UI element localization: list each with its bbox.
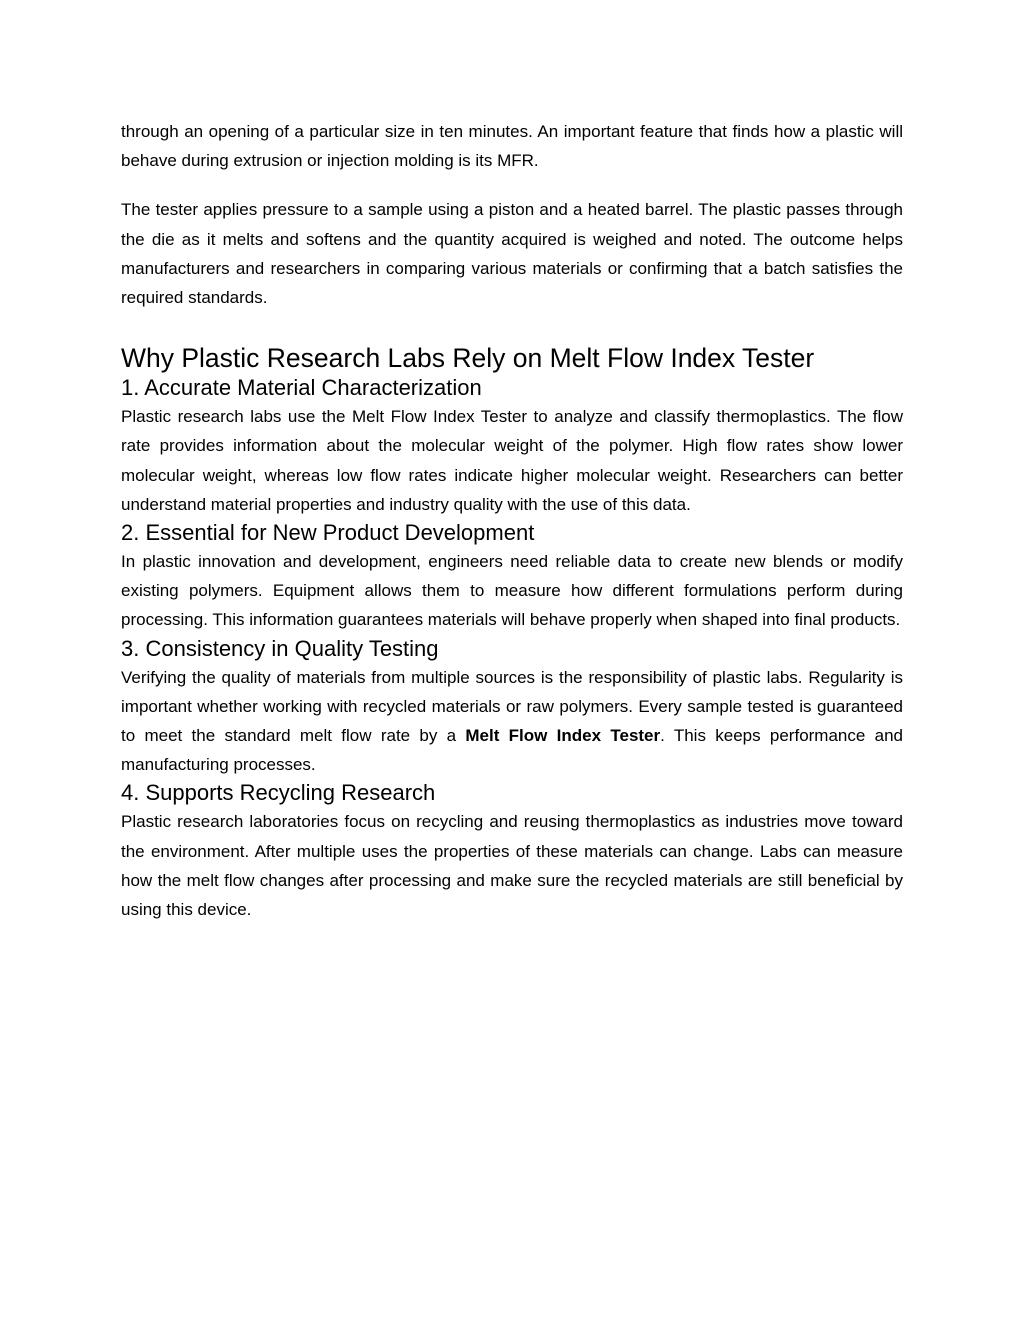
subheading-quality-testing: 3. Consistency in Quality Testing <box>121 635 439 661</box>
subheading-product-development: 2. Essential for New Product Development <box>121 520 535 546</box>
subheading-accurate-characterization: 1. Accurate Material Characterization <box>121 375 482 401</box>
section-heading: Why Plastic Research Labs Rely on Melt Flow Index Tester <box>121 343 815 374</box>
paragraph-quality-testing <box>121 663 903 780</box>
paragraph-product-development: In plastic innovation and development, engineers need reliable data to create new blends or modify existing polymers. Equipment allows them to measure how different formulations perform during processing. This information guarantees materials will behave properly when shaped into final products. <box>121 552 903 630</box>
paragraph-accurate-characterization: Plastic research labs use the Melt Flow Index Tester to analyze and classify thermoplastics. The flow rate provides information about the molecular weight of the polymer. High flow rates show lower molecular weight, whereas low flow rates indicate higher molecular weight. Researchers can better understand material properties and industry quality with the use of this data. <box>121 407 903 514</box>
quality-text-before: Verifying the quality of materials from multiple sources is the responsibility of plastic labs. Regularity is important whether working with recycled materials or raw polymers. Every sample tested is guaranteed to meet the standard melt flow rate by a <box>121 667 903 746</box>
paragraph-recycling-research: Plastic research laboratories focus on recycling and reusing thermoplastics as industries move toward the environment. After multiple uses the properties of these materials can change. Labs can measure how the melt flow changes after processing and make sure the recycled materials are still beneficial by using this device. <box>121 812 903 920</box>
intro-paragraph-1: through an opening of a particular size in ten minutes. An important feature that finds how a plastic will behave during extrusion or injection molding is its MFR. <box>121 122 903 171</box>
document-page <box>121 117 903 924</box>
intro-paragraph-2: The tester applies pressure to a sample using a piston and a heated barrel. The plastic passes through the die as it melts and softens and the quantity acquired is weighed and noted. The outcome helps manufacturers and researchers in comparing various materials or confirming that a batch satisfies the required standards. <box>121 200 903 308</box>
subheading-recycling-research: 4. Supports Recycling Research <box>121 780 436 806</box>
quality-text-after: . This keeps performance and manufacturing processes. <box>121 726 903 775</box>
bold-term-melt-flow-index-tester: Melt Flow Index Tester <box>465 726 661 746</box>
